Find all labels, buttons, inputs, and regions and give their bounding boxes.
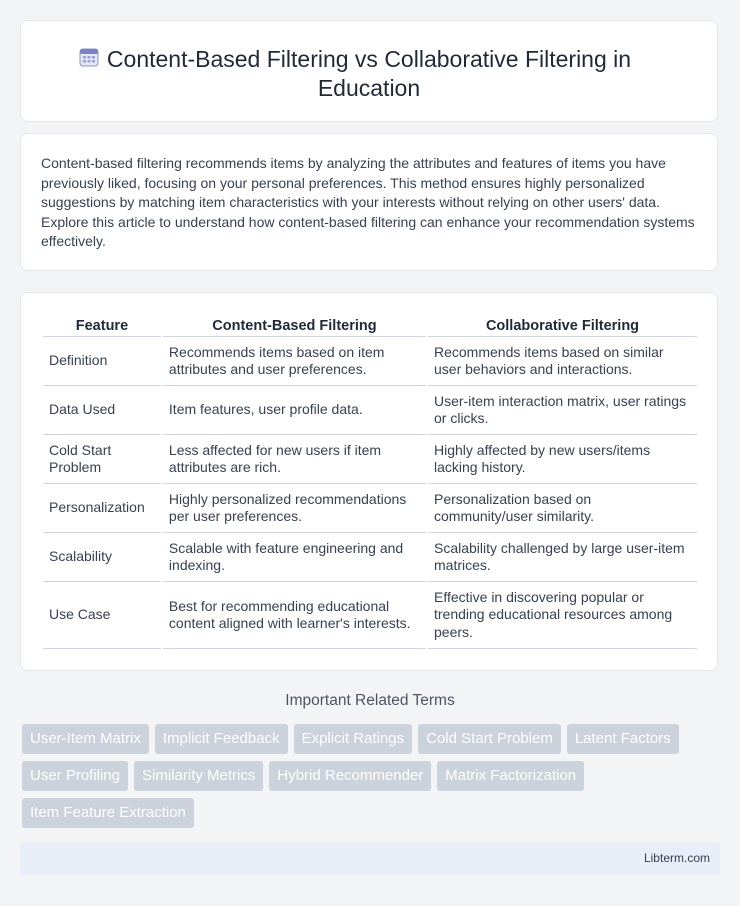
table-row	[43, 582, 697, 649]
tag-hybrid-recommender[interactable]: Hybrid Recommender	[269, 761, 431, 791]
row-content-based: Highly personalized recommendations per user preferences.	[163, 484, 426, 533]
page-title: Content-Based Filtering vs Collaborative Filtering in Education	[106, 46, 632, 101]
table-row	[43, 533, 697, 582]
tag-user-item-matrix[interactable]: User-Item Matrix	[22, 724, 149, 754]
table-row	[43, 484, 697, 533]
row-content-based: Recommends items based on item attributes and user preferences.	[163, 337, 426, 386]
row-collaborative: Recommends items based on similar user behaviors and interactions.	[428, 337, 697, 386]
row-collaborative: Scalability challenged by large user-item matrices.	[428, 533, 697, 582]
header-card	[20, 20, 718, 122]
tag-user-profiling[interactable]: User Profiling	[22, 761, 128, 791]
comparison-card	[20, 292, 718, 671]
tag-matrix-factorization[interactable]: Matrix Factorization	[437, 761, 584, 791]
footer-site-link[interactable]: Libterm.com	[643, 851, 710, 865]
tag-explicit-ratings[interactable]: Explicit Ratings	[294, 724, 413, 754]
row-content-based: Best for recommending educational content aligned with learner's interests.	[163, 582, 426, 649]
tag-item-feature-extraction[interactable]: Item Feature Extraction	[22, 798, 194, 828]
row-content-based: Scalable with feature engineering and indexing.	[163, 533, 426, 582]
footer	[20, 842, 720, 875]
intro-text: Content-based filtering recommends items by analyzing the attributes and features of items you have previously liked, focusing on your personal preferences. This method ensures highly personalized suggestions by matching item characteristics with your interests without relying on other users' data. Explore this article to understand how content-based filtering can enhance your recommendation systems effectively.	[41, 155, 695, 249]
row-collaborative: User-item interaction matrix, user ratings or clicks.	[428, 386, 697, 435]
tag-latent-factors[interactable]: Latent Factors	[567, 724, 679, 754]
comparison-table	[41, 315, 699, 649]
row-feature: Scalability	[43, 533, 161, 582]
header-content-based: Content-Based Filtering	[163, 315, 426, 337]
table-header-row	[43, 315, 697, 337]
table-row	[43, 337, 697, 386]
table-row	[43, 435, 697, 484]
row-collaborative: Effective in discovering popular or trending educational resources among peers.	[428, 582, 697, 649]
table-row	[43, 386, 697, 435]
tag-cold-start-problem[interactable]: Cold Start Problem	[418, 724, 561, 754]
row-feature: Data Used	[43, 386, 161, 435]
row-content-based: Less affected for new users if item attributes are rich.	[163, 435, 426, 484]
row-content-based: Item features, user profile data.	[163, 386, 426, 435]
row-collaborative: Personalization based on community/user similarity.	[428, 484, 697, 533]
tag-implicit-feedback[interactable]: Implicit Feedback	[155, 724, 288, 754]
related-terms-title: Important Related Terms	[285, 692, 455, 709]
row-collaborative: Highly affected by new users/items lacking history.	[428, 435, 697, 484]
row-feature: Personalization	[43, 484, 161, 533]
related-terms-list	[22, 724, 722, 828]
row-feature: Use Case	[43, 582, 161, 649]
header-collaborative: Collaborative Filtering	[428, 315, 697, 337]
intro-card	[20, 133, 718, 271]
row-feature: Definition	[43, 337, 161, 386]
tag-similarity-metrics[interactable]: Similarity Metrics	[134, 761, 263, 791]
row-feature: Cold Start Problem	[43, 435, 161, 484]
header-feature: Feature	[43, 315, 161, 337]
